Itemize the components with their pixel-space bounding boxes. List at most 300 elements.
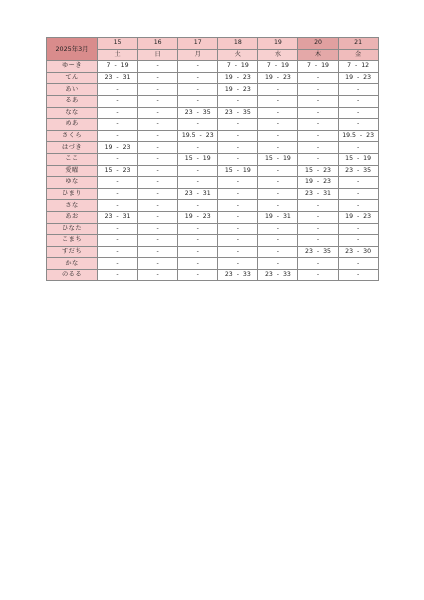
shift-cell [138,130,178,142]
shift-cell [298,95,338,107]
shift-time: - [116,259,119,267]
shift-time: - [276,143,280,151]
table-row [47,211,379,223]
shift-cell [98,61,138,73]
shift-cell [218,95,258,107]
shift-cell [98,130,138,142]
shift-cell [338,235,378,247]
shift-cell [258,142,298,154]
shift-time: - [116,155,119,163]
shift-cell [178,119,218,131]
shift-cell [218,72,258,84]
shift-time: 19 - 31 [264,213,291,221]
shift-time: - [276,224,280,232]
shift-time: 19.5 - 23 [181,132,214,140]
shift-cell [218,246,258,258]
shift-cell [98,153,138,165]
shift-cell [218,142,258,154]
shift-time: - [196,166,199,174]
table-row [47,223,379,235]
shift-time: - [316,213,320,221]
staff-name: あお [47,211,98,223]
shift-time: - [236,155,239,163]
shift-time: 15 - 19 [264,155,291,163]
shift-cell [338,153,378,165]
shift-cell [98,95,138,107]
shift-cell [258,153,298,165]
shift-cell [338,177,378,189]
shift-cell [218,107,258,119]
shift-cell [298,72,338,84]
shift-cell [138,200,178,212]
shift-time: - [356,97,360,105]
staff-name: さくら [47,130,98,142]
shift-cell [258,177,298,189]
shift-table [46,37,379,281]
shift-time: - [156,132,159,140]
shift-cell [218,211,258,223]
shift-time: - [276,97,280,105]
shift-cell [298,119,338,131]
shift-cell [338,258,378,270]
shift-cell [218,188,258,200]
shift-cell [218,269,258,281]
shift-cell [138,153,178,165]
table-row [47,246,379,258]
shift-time: - [316,271,320,279]
shift-cell [338,200,378,212]
shift-time: - [356,108,360,116]
shift-time: - [156,271,159,279]
date-header-row [47,38,379,50]
staff-name: ひまり [47,188,98,200]
shift-cell [98,246,138,258]
shift-time: - [156,155,159,163]
shift-time: - [316,201,320,209]
shift-time: - [196,85,199,93]
staff-name: るあ [47,95,98,107]
shift-cell [138,61,178,73]
staff-name: なな [47,107,98,119]
shift-cell [98,84,138,96]
day-date: 15 [98,38,138,50]
shift-cell [298,235,338,247]
shift-time: 19 - 23 [184,213,211,221]
staff-name: さな [47,200,98,212]
shift-time: - [196,271,199,279]
shift-time: - [196,236,199,244]
staff-name: のるる [47,269,98,281]
shift-time: - [236,247,239,255]
shift-cell [338,142,378,154]
shift-time: 7 - 12 [347,62,370,70]
shift-time: - [316,97,320,105]
shift-cell [138,165,178,177]
shift-cell [98,269,138,281]
shift-cell [258,188,298,200]
shift-time: - [156,201,159,209]
day-date: 21 [338,38,378,50]
shift-cell [178,269,218,281]
day-weekday: 木 [298,49,338,61]
shift-cell [258,119,298,131]
shift-cell [98,188,138,200]
staff-name: こまち [47,235,98,247]
shift-time: - [236,190,239,198]
shift-time: - [356,85,360,93]
shift-cell [178,223,218,235]
shift-cell [298,165,338,177]
shift-time: - [236,213,239,221]
shift-cell [218,223,258,235]
shift-cell [298,223,338,235]
day-date: 19 [258,38,298,50]
shift-time: - [196,259,199,267]
shift-cell [138,107,178,119]
shift-time: - [196,120,199,128]
shift-cell [138,119,178,131]
shift-time: - [356,178,360,186]
shift-cell [178,200,218,212]
table-row [47,153,379,165]
shift-time: 7 - 19 [307,62,329,70]
shift-time: 15 - 19 [184,155,211,163]
shift-table-body [47,61,379,281]
shift-cell [98,235,138,247]
day-date: 17 [178,38,218,50]
shift-time: 19.5 - 23 [342,132,375,140]
shift-time: - [116,178,119,186]
shift-cell [298,211,338,223]
shift-time: 23 - 33 [264,271,291,279]
shift-cell [138,177,178,189]
shift-cell [98,200,138,212]
shift-cell [258,211,298,223]
shift-time: - [276,120,280,128]
shift-cell [178,61,218,73]
shift-time: 15 - 19 [224,166,251,174]
shift-cell [178,165,218,177]
shift-time: - [276,108,280,116]
shift-cell [178,130,218,142]
shift-time: - [236,97,239,105]
shift-cell [218,84,258,96]
shift-cell [258,269,298,281]
table-row [47,200,379,212]
shift-cell [258,165,298,177]
shift-time: 23 - 35 [345,166,372,174]
day-weekday: 月 [178,49,218,61]
shift-cell [218,130,258,142]
shift-cell [138,246,178,258]
shift-cell [178,72,218,84]
shift-time: - [116,108,119,116]
shift-time: - [116,97,119,105]
shift-time: - [356,201,360,209]
staff-name: すだち [47,246,98,258]
table-row [47,142,379,154]
shift-cell [298,61,338,73]
shift-cell [258,84,298,96]
shift-time: - [316,236,320,244]
staff-name: 愛曜 [47,165,98,177]
shift-time: - [356,190,360,198]
shift-time: - [236,143,239,151]
shift-time: - [116,132,119,140]
shift-cell [98,258,138,270]
shift-time: - [276,132,280,140]
shift-time: 19 - 23 [264,74,291,82]
shift-time: - [156,166,159,174]
shift-time: - [196,178,199,186]
day-weekday: 金 [338,49,378,61]
table-row [47,95,379,107]
shift-cell [298,84,338,96]
shift-cell [178,258,218,270]
shift-time: - [276,236,280,244]
shift-time: - [236,120,239,128]
shift-cell [218,177,258,189]
shift-time: 23 - 31 [305,190,331,198]
staff-name: ひなた [47,223,98,235]
shift-schedule-sheet [46,37,378,281]
shift-time: - [356,271,360,279]
shift-cell [138,258,178,270]
shift-cell [178,84,218,96]
shift-time: - [236,201,239,209]
shift-cell [218,235,258,247]
shift-cell [338,188,378,200]
shift-time: - [276,247,280,255]
day-date: 18 [218,38,258,50]
table-row [47,61,379,73]
shift-cell [218,153,258,165]
shift-time: - [316,120,320,128]
shift-cell [218,258,258,270]
shift-time: 19 - 23 [224,85,251,93]
shift-cell [98,142,138,154]
shift-cell [338,72,378,84]
shift-cell [218,61,258,73]
shift-cell [258,235,298,247]
shift-cell [178,235,218,247]
shift-cell [338,130,378,142]
shift-cell [98,223,138,235]
shift-time: - [116,224,119,232]
shift-cell [338,165,378,177]
shift-time: - [316,143,320,151]
day-weekday: 土 [98,49,138,61]
shift-time: - [316,224,320,232]
table-row [47,119,379,131]
shift-cell [218,200,258,212]
shift-cell [138,269,178,281]
shift-cell [258,130,298,142]
shift-cell [338,246,378,258]
shift-cell [178,153,218,165]
shift-time: - [116,120,119,128]
table-row [47,177,379,189]
shift-time: 19 - 23 [345,74,372,82]
shift-time: 19 - 23 [305,178,331,186]
day-date: 16 [138,38,178,50]
shift-cell [258,258,298,270]
shift-time: - [196,62,199,70]
shift-time: - [276,190,280,198]
shift-time: - [156,247,159,255]
shift-cell [258,246,298,258]
shift-cell [298,258,338,270]
shift-cell [98,119,138,131]
shift-time: - [236,259,239,267]
shift-cell [338,269,378,281]
table-row [47,107,379,119]
shift-cell [298,177,338,189]
shift-time: - [116,271,119,279]
shift-time: - [196,224,199,232]
shift-time: - [156,108,159,116]
table-row [47,165,379,177]
shift-time: - [356,236,360,244]
shift-cell [258,61,298,73]
shift-time: - [356,120,360,128]
staff-name: ゆな [47,177,98,189]
shift-time: - [156,74,159,82]
shift-time: 23 - 31 [184,190,211,198]
shift-time: 15 - 23 [104,166,131,174]
shift-time: 19 - 23 [104,143,131,151]
shift-time: - [276,259,280,267]
shift-time: 7 - 19 [106,62,129,70]
shift-cell [138,84,178,96]
shift-cell [258,95,298,107]
shift-time: - [276,85,280,93]
shift-time: 23 - 35 [184,108,211,116]
shift-time: - [156,85,159,93]
table-row [47,130,379,142]
shift-time: - [156,224,159,232]
month-label: 2025年3月 [47,38,98,61]
shift-cell [338,95,378,107]
table-row [47,188,379,200]
shift-time: - [196,201,199,209]
table-row [47,258,379,270]
shift-time: - [196,74,199,82]
shift-time: - [356,143,360,151]
shift-cell [178,107,218,119]
shift-time: 23 - 31 [104,74,131,82]
shift-cell [178,177,218,189]
shift-time: - [356,224,360,232]
shift-cell [258,200,298,212]
shift-cell [338,211,378,223]
shift-cell [298,142,338,154]
shift-time: 7 - 19 [266,62,289,70]
shift-cell [138,235,178,247]
shift-cell [178,211,218,223]
shift-time: - [116,201,119,209]
shift-cell [258,72,298,84]
shift-cell [138,211,178,223]
shift-cell [338,61,378,73]
shift-cell [218,165,258,177]
shift-time: - [236,178,239,186]
shift-time: - [276,178,280,186]
shift-time: - [116,247,119,255]
shift-time: - [196,97,199,105]
shift-time: - [236,132,239,140]
shift-time: - [276,166,280,174]
staff-name: ここ [47,153,98,165]
shift-cell [178,188,218,200]
day-date: 20 [298,38,338,50]
shift-cell [298,246,338,258]
shift-time: - [156,120,159,128]
shift-cell [298,188,338,200]
shift-cell [98,72,138,84]
shift-cell [298,153,338,165]
shift-cell [98,165,138,177]
shift-cell [298,269,338,281]
shift-time: - [156,259,159,267]
shift-time: - [236,236,239,244]
shift-time: - [316,74,320,82]
shift-cell [258,107,298,119]
shift-time: - [236,224,239,232]
shift-cell [298,200,338,212]
staff-name: めあ [47,119,98,131]
day-weekday: 水 [258,49,298,61]
shift-cell [138,223,178,235]
shift-cell [298,107,338,119]
shift-time: 19 - 23 [345,213,372,221]
shift-cell [98,177,138,189]
shift-time: - [196,143,199,151]
shift-time: 23 - 35 [305,247,331,255]
shift-time: - [116,236,119,244]
staff-name: かな [47,258,98,270]
shift-cell [178,142,218,154]
shift-time: - [196,247,199,255]
shift-time: 23 - 30 [345,247,372,255]
shift-cell [218,119,258,131]
staff-name: てん [47,72,98,84]
shift-cell [178,246,218,258]
shift-time: - [276,201,280,209]
shift-time: - [116,85,119,93]
shift-cell [298,130,338,142]
table-row [47,84,379,96]
staff-name: ゆーき [47,61,98,73]
shift-time: - [156,97,159,105]
shift-cell [98,107,138,119]
day-weekday: 火 [218,49,258,61]
shift-cell [338,84,378,96]
table-row [47,72,379,84]
shift-time: - [356,259,360,267]
staff-name: あい [47,84,98,96]
shift-cell [178,95,218,107]
shift-time: 7 - 19 [226,62,249,70]
table-row [47,269,379,281]
shift-time: 23 - 31 [104,213,131,221]
shift-time: - [156,236,159,244]
table-row [47,235,379,247]
shift-cell [258,223,298,235]
shift-time: 15 - 23 [305,166,331,174]
shift-time: - [156,62,159,70]
shift-cell [98,211,138,223]
